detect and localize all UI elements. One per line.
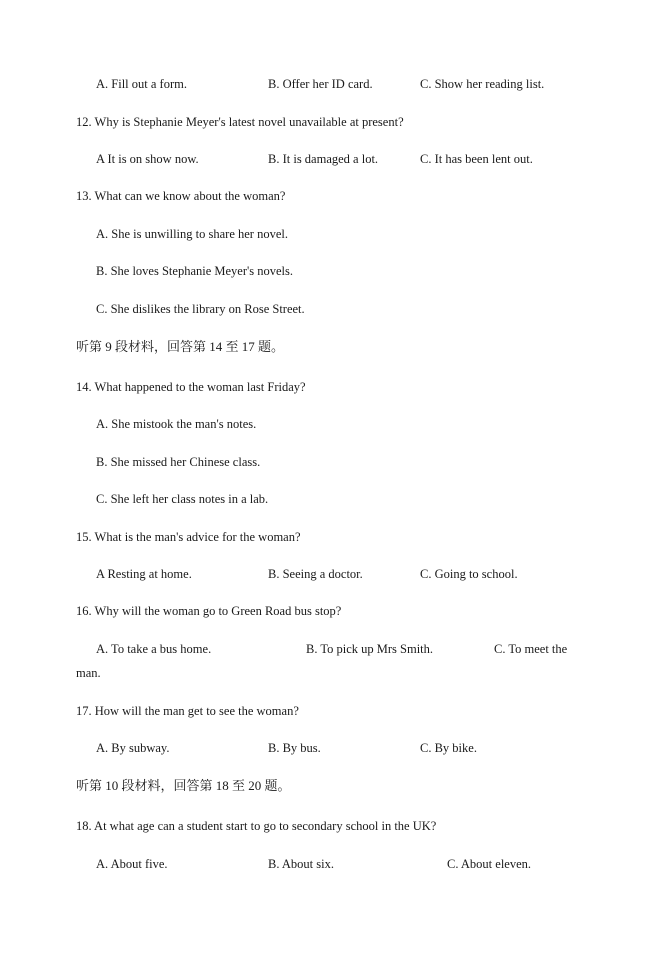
q12-options xyxy=(0,151,655,167)
q14-option-a: A. She mistook the man's notes. xyxy=(96,417,257,431)
section-10-instruction: 听第 10 段材料，回答第 18 至 20 题。 xyxy=(76,778,291,793)
q16-option-a: A. To take a bus home. xyxy=(96,642,212,656)
q16-option-c: C. To meet the xyxy=(494,642,568,656)
q18-option-b: B. About six. xyxy=(268,857,334,871)
q17-option-b: B. By bus. xyxy=(268,741,321,755)
q11-option-b: B. Offer her ID card. xyxy=(268,77,373,91)
q11-option-a: A. Fill out a form. xyxy=(96,77,187,91)
q15-option-b: B. Seeing a doctor. xyxy=(268,567,363,581)
q12-option-b: B. It is damaged a lot. xyxy=(268,152,379,166)
q13-option-c: C. She dislikes the library on Rose Street. xyxy=(96,302,305,316)
q13-option-b: B. She loves Stephanie Meyer's novels. xyxy=(96,264,294,278)
q15-question: 15. What is the man's advice for the woman? xyxy=(76,530,301,544)
q12-option-c: C. It has been lent out. xyxy=(420,152,533,166)
q18-options xyxy=(0,856,655,872)
q16-question: 16. Why will the woman go to Green Road bus stop? xyxy=(76,604,342,618)
q17-question: 17. How will the man get to see the woman? xyxy=(76,704,299,718)
q16-option-b: B. To pick up Mrs Smith. xyxy=(306,642,434,656)
q14-option-b: B. She missed her Chinese class. xyxy=(96,455,261,469)
q16-options xyxy=(0,641,655,657)
q18-question: 18. At what age can a student start to go to secondary school in the UK? xyxy=(76,819,437,833)
q12-question: 12. Why is Stephanie Meyer's latest novel unavailable at present? xyxy=(76,115,404,129)
q14-question: 14. What happened to the woman last Friday? xyxy=(76,380,306,394)
q12-option-a: A It is on show now. xyxy=(96,152,199,166)
q15-options xyxy=(0,566,655,582)
q15-option-c: C. Going to school. xyxy=(420,567,518,581)
q17-option-a: A. By subway. xyxy=(96,741,170,755)
q17-options xyxy=(0,740,655,756)
q16-option-c-wrap: man. xyxy=(76,666,101,680)
q18-option-c: C. About eleven. xyxy=(447,857,532,871)
q18-option-a: A. About five. xyxy=(96,857,168,871)
q15-option-a: A Resting at home. xyxy=(96,567,192,581)
q14-option-c: C. She left her class notes in a lab. xyxy=(96,492,269,506)
q17-option-c: C. By bike. xyxy=(420,741,477,755)
section-9-instruction: 听第 9 段材料，回答第 14 至 17 题。 xyxy=(76,339,285,354)
q11-option-c: C. Show her reading list. xyxy=(420,77,545,91)
q11-options xyxy=(0,76,655,92)
q13-question: 13. What can we know about the woman? xyxy=(76,189,286,203)
q13-option-a: A. She is unwilling to share her novel. xyxy=(96,227,288,241)
